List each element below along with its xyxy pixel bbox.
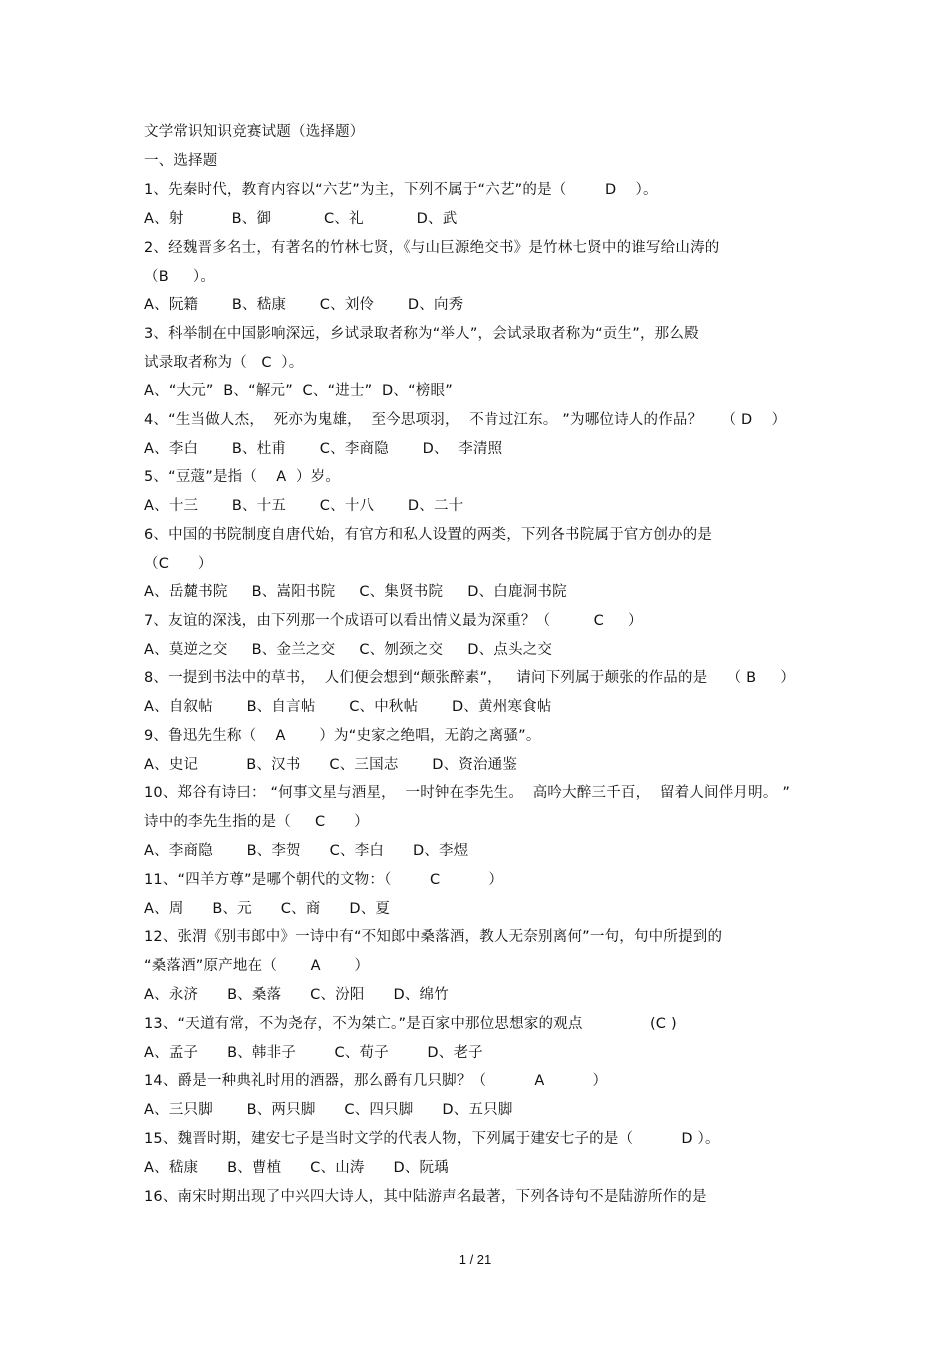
- document-title: 文学常识知识竞赛试题（选择题）: [144, 124, 365, 140]
- text-line: 试录取者称为（ C ）。: [144, 355, 304, 371]
- text-line: 13、“天道有常，不为尧存，不为桀亡。”是百家中那位思想家的观点 (C ): [144, 1016, 677, 1032]
- text-line: A、李白 B、杜甫 C、李商隐 D、 李清照: [144, 441, 503, 457]
- text-line: A、阮籍 B、嵇康 C、刘伶 D、向秀: [144, 297, 464, 313]
- text-line: 11、“四羊方尊”是哪个朝代的文物：（ C ）: [144, 872, 504, 888]
- text-line: 6、中国的书院制度自唐代始，有官方和私人设置的两类，下列各书院属于官方创办的是: [144, 527, 713, 543]
- text-line: （C ）: [144, 556, 213, 572]
- section-heading: 一、选择题: [144, 153, 218, 169]
- text-line: A、史记 B、汉书 C、三国志 D、资治通鉴: [144, 757, 518, 773]
- text-line: 2、经魏晋多名士，有著名的竹林七贤，《与山巨源绝交书》是竹林七贤中的谁写给山涛的: [144, 240, 720, 256]
- text-line: 10、郑谷有诗曰： “何事文星与酒星， 一时钟在李先生。 高吟大醉三千百， 留着人间伴月明。 ”: [144, 785, 791, 801]
- text-line: A、永济 B、桑落 C、汾阳 D、绵竹: [144, 987, 449, 1003]
- text-line: 7、友谊的深浅，由下列那一个成语可以看出情义最为深重？（ C ）: [144, 613, 643, 629]
- text-line: 12、张渭《别韦郎中》一诗中有“不知郎中桑落酒，教人无奈别离何”一句，句中所提到的: [144, 929, 723, 945]
- text-line: “桑落酒”原产地在（ A ）: [144, 958, 370, 974]
- text-line: 5、“豆蔻”是指（ A ）岁。: [144, 469, 341, 485]
- text-line: （B ）。: [144, 269, 216, 285]
- text-line: A、“大元” B、“解元” C、“进士” D、“榜眼”: [144, 383, 453, 399]
- text-line: A、十三 B、十五 C、十八 D、二十: [144, 498, 464, 514]
- text-line: A、嵇康 B、曹植 C、山涛 D、阮瑀: [144, 1160, 449, 1176]
- text-line: A、岳麓书院 B、嵩阳书院 C、集贤书院 D、白鹿洞书院: [144, 584, 567, 600]
- text-line: 9、鲁迅先生称（ A ）为“史家之绝唱，无韵之离骚”。: [144, 728, 541, 744]
- text-line: 4、“生当做人杰， 死亦为鬼雄， 至今思项羽， 不肯过江东。 ”为哪位诗人的作品？ （ D ）: [144, 412, 787, 428]
- text-line: 8、一提到书法中的草书， 人们便会想到“颠张醉素”， 请问下列属于颠张的作品的是 （ B ）: [144, 670, 796, 686]
- text-line: 1、先秦时代，教育内容以“六艺”为主，下列不属于“六艺”的是（ D ）。: [144, 182, 658, 198]
- text-line: A、射 B、御 C、礼 D、武: [144, 211, 458, 227]
- text-line: 14、爵是一种典礼时用的酒器，那么爵有几只脚？（ A ）: [144, 1073, 608, 1089]
- text-line: A、三只脚 B、两只脚 C、四只脚 D、五只脚: [144, 1102, 513, 1118]
- text-line: 3、科举制在中国影响深远，乡试录取者称为“举人”，会试录取者称为“贡生”，那么殿: [144, 326, 699, 342]
- text-line: 15、魏晋时期，建安七子是当时文学的代表人物，下列属于建安七子的是（ D ）。: [144, 1131, 720, 1147]
- page-number: 1 / 21: [458, 1252, 492, 1267]
- text-line: A、李商隐 B、李贺 C、李白 D、李煜: [144, 843, 469, 859]
- text-line: A、孟子 B、韩非子 C、荀子 D、老子: [144, 1045, 483, 1061]
- text-line: A、莫逆之交 B、金兰之交 C、刎颈之交 D、点头之交: [144, 642, 553, 658]
- text-line: A、周 B、元 C、商 D、夏: [144, 901, 391, 917]
- text-line: 诗中的李先生指的是（ C ）: [144, 814, 369, 830]
- text-line: 16、南宋时期出现了中兴四大诗人，其中陆游声名最著，下列各诗句不是陆游所作的是: [144, 1189, 707, 1205]
- text-line: A、自叙帖 B、自言帖 C、中秋帖 D、黄州寒食帖: [144, 699, 552, 715]
